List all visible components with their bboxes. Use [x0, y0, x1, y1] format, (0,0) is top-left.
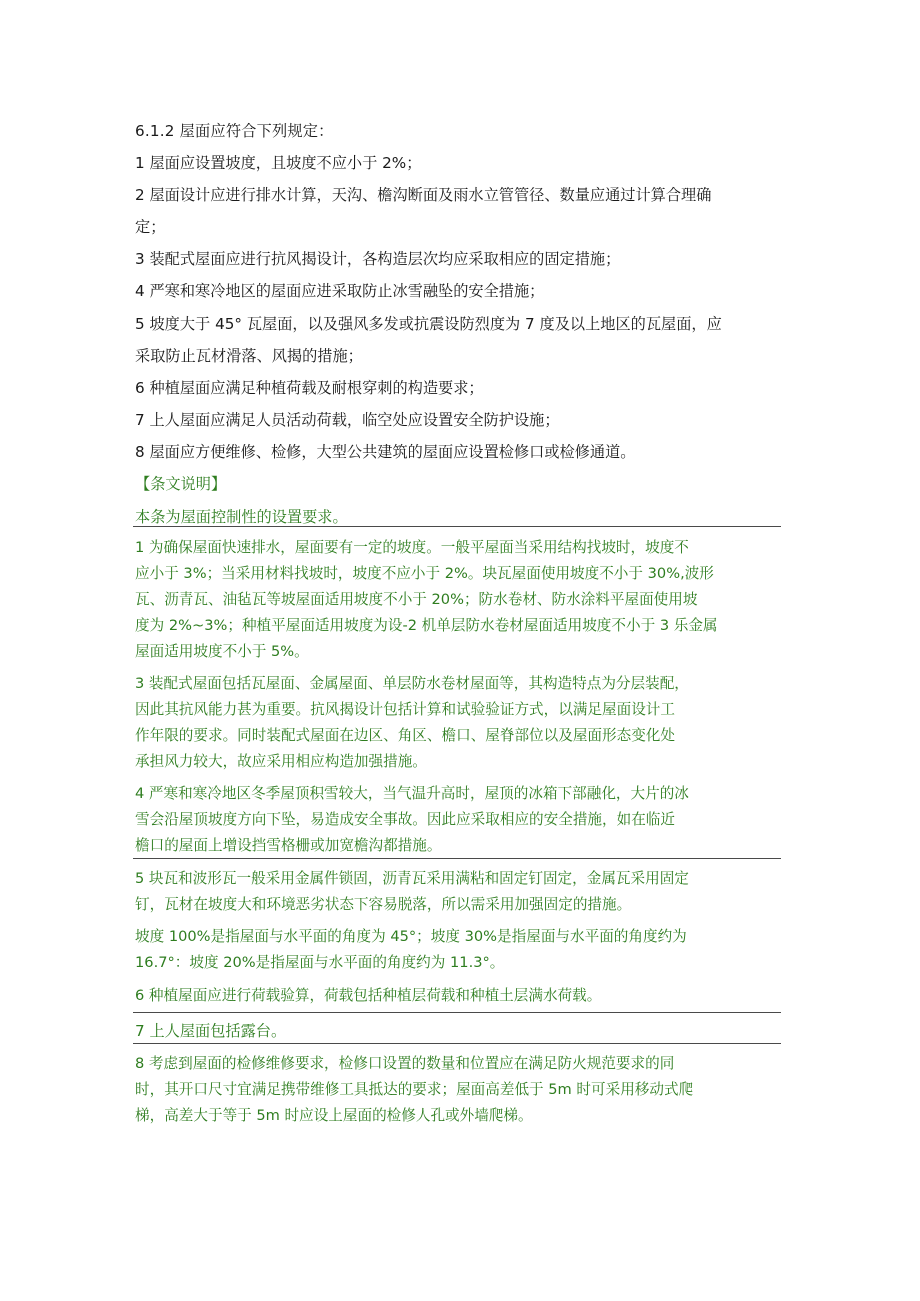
- explanation-p7-line-1: 7 上人屋面包括露台。: [135, 1022, 287, 1040]
- clause-item-1: 1 屋面应设置坡度，且坡度不应小于 2%；: [135, 154, 422, 172]
- explanation-p3-line-2: 因此其抗风能力甚为重要。抗风揭设计包括计算和试验验证方式，以满足屋面设计工: [135, 701, 675, 718]
- explanation-p1-line-2: 应小于 3%；当采用材料找坡时，坡度不应小于 2%。块瓦屋面使用坡度不小于 30%,波形: [135, 565, 714, 582]
- explanation-p4-line-3: 檐口的屋面上增设挡雪格栅或加宽檐沟都措施。: [135, 837, 442, 854]
- clause-item-5-line-2: 采取防止瓦材滑落、风揭的措施；: [135, 347, 363, 365]
- explanation-p4-line-2: 雪会沿屋顶坡度方向下坠，易造成安全事故。因此应采取相应的安全措施，如在临近: [135, 811, 675, 828]
- clause-item-2-line-2: 定；: [135, 218, 166, 236]
- clause-item-6: 6 种植屋面应满足种植荷载及耐根穿刺的构造要求；: [135, 379, 484, 397]
- clause-item-8: 8 屋面应方便维修、检修，大型公共建筑的屋面应设置检修口或检修通道。: [135, 443, 636, 461]
- explanation-p3-line-4: 承担风力较大，故应采用相应构造加强措施。: [135, 753, 427, 770]
- explanation-p3-line-3: 作年限的要求。同时装配式屋面在边区、角区、檐口、屋脊部位以及屋面形态变化处: [135, 727, 675, 744]
- explanation-p1-line-3: 瓦、沥青瓦、油毡瓦等坡屋面适用坡度不小于 20%；防水卷材、防水涂料平屋面使用坡: [135, 591, 698, 608]
- clause-item-2-line-1: 2 屋面设计应进行排水计算，天沟、檐沟断面及雨水立管管径、数量应通过计算合理确: [135, 186, 712, 204]
- clause-item-7: 7 上人屋面应满足人员活动荷载，临空处应设置安全防护设施；: [135, 411, 560, 429]
- explanation-p8-line-3: 梯，高差大于等于 5m 时应设上屋面的检修人孔或外墙爬梯。: [135, 1107, 533, 1124]
- explanation-p5-line-2: 钉，瓦材在坡度大和环境恶劣状态下容易脱落，所以需采用加强固定的措施。: [135, 896, 632, 913]
- explanation-p3-line-1: 3 装配式屋面包括瓦屋面、金属屋面、单层防水卷材屋面等，其构造特点为分层装配，: [135, 675, 689, 692]
- explanation-p1-line-4: 度为 2%~3%；种植平屋面适用坡度为设-2 机单层防水卷材屋面适用坡度不小于 3 乐金属: [135, 617, 718, 634]
- clause-item-4: 4 严寒和寒冷地区的屋面应进采取防止冰雪融坠的安全措施；: [135, 282, 545, 300]
- explanation-p8-line-2: 时，其开口尺寸宜满足携带维修工具抵达的要求；屋面高差低于 5m 时可采用移动式爬: [135, 1081, 694, 1098]
- clause-item-3: 3 装配式屋面应进行抗风揭设计，各构造层次均应采取相应的固定措施；: [135, 250, 621, 268]
- explanation-p1-line-1: 1 为确保屋面快速排水，屋面要有一定的坡度。一般平屋面当采用结构找坡时，坡度不: [135, 539, 689, 556]
- explanation-p5-line-1: 5 块瓦和波形瓦一般采用金属件锁固，沥青瓦采用满粘和固定钉固定，金属瓦采用固定: [135, 870, 689, 887]
- clause-item-5-line-1: 5 坡度大于 45° 瓦屋面，以及强风多发或抗震设防烈度为 7 度及以上地区的瓦屋面，应: [135, 315, 722, 333]
- explanation-slope-line-2: 16.7°：坡度 20%是指屋面与水平面的角度约为 11.3°。: [135, 954, 505, 971]
- explanation-p4-line-1: 4 严寒和寒冷地区冬季屋顶积雪较大，当气温升高时，屋顶的冰箱下部融化，大片的冰: [135, 785, 689, 802]
- divider: [133, 1043, 781, 1044]
- explanation-heading: 【条文说明】: [135, 475, 227, 493]
- divider: [133, 858, 781, 859]
- explanation-intro: 本条为屋面控制性的设置要求。: [135, 508, 348, 526]
- divider: [133, 526, 781, 527]
- explanation-p6-line-1: 6 种植屋面应进行荷载验算，荷载包括种植层荷载和种植土层满水荷载。: [135, 987, 602, 1004]
- divider: [133, 1012, 781, 1013]
- explanation-p8-line-1: 8 考虑到屋面的检修维修要求，检修口设置的数量和位置应在满足防火规范要求的同: [135, 1055, 675, 1072]
- explanation-p1-line-5: 屋面适用坡度不小于 5%。: [135, 643, 309, 660]
- explanation-slope-line-1: 坡度 100%是指屋面与水平面的角度为 45°；坡度 30%是指屋面与水平面的角度约为: [135, 928, 687, 945]
- clause-title: 6.1.2 屋面应符合下列规定：: [135, 122, 334, 140]
